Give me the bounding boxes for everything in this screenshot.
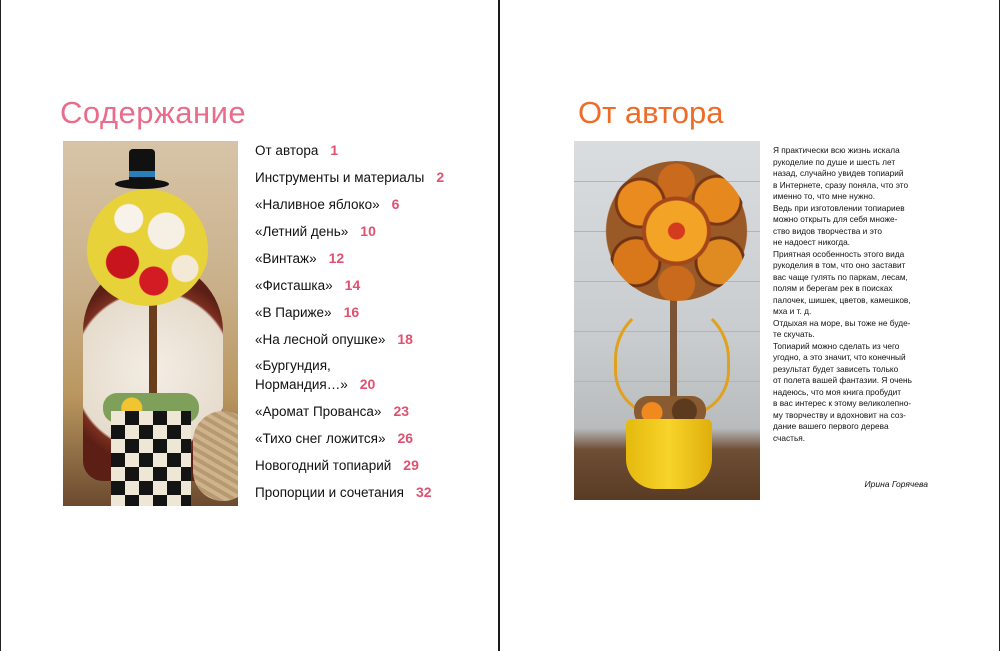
toc-entry[interactable]: «Бургундия, (255, 358, 331, 373)
toc-entry[interactable]: Пропорции и сочетания 32 (255, 484, 432, 500)
toc-entry[interactable]: «Летний день» 10 (255, 223, 376, 239)
toc-entry[interactable]: От автора 1 (255, 142, 339, 158)
topiary-photo-hat (63, 141, 238, 506)
toc-page-number: 1 (330, 142, 339, 158)
yellow-pot (626, 419, 712, 489)
author-section-title: От автора (578, 95, 724, 130)
toc-entry[interactable]: «На лесной опушке» 18 (255, 331, 413, 347)
rose-crown (85, 181, 210, 306)
topiary-photo-orange (574, 141, 760, 500)
toc-entry[interactable]: «Тихо снег ложится» 26 (255, 430, 414, 446)
dried-orange-crown (604, 161, 749, 301)
book-spine (498, 0, 500, 651)
toc-page-number: 16 (343, 304, 360, 320)
harlequin-pot (111, 411, 191, 506)
toc-page-number: 23 (393, 403, 410, 419)
toc-page-number: 6 (391, 196, 400, 212)
yarn-ball (193, 411, 238, 501)
toc-entry[interactable]: Инструменты и материалы 2 (255, 169, 445, 185)
toc-entry[interactable]: «Фисташка» 14 (255, 277, 361, 293)
toc-entry[interactable]: Нормандия…» 20 (255, 376, 376, 392)
toc-title: Содержание (60, 95, 247, 130)
toc-entry[interactable]: «Наливное яблоко» 6 (255, 196, 400, 212)
toc-entry[interactable]: «Аромат Прованса» 23 (255, 403, 410, 419)
toc-entry[interactable]: «Винтаж» 12 (255, 250, 345, 266)
page-edge-left (0, 0, 1, 651)
toc-page-number: 20 (359, 376, 376, 392)
toc-page-number: 12 (328, 250, 345, 266)
toc-page-number: 10 (360, 223, 376, 239)
top-hat-decoration (115, 149, 165, 195)
toc-page-number: 26 (397, 430, 414, 446)
toc-page-number: 32 (415, 484, 432, 500)
author-signature: Ирина Горячева (864, 479, 928, 489)
toc-page-number: 18 (397, 331, 413, 347)
toc-entry[interactable]: Новогодний топиарий 29 (255, 457, 419, 473)
author-foreword: Я практически всю жизнь искала рукоделие по душе и шесть лет назад, случайно увидев топиарий в Интернете, сразу поняла, что это именно то, что мне нужно. Ведь при изготовлении топиариев можно открыть для себя множе- ство видов творчества и это не надоест никогда. Приятная особенность этого вида рукоделия в том, что оно заставит вас чаще гулять по паркам, лесам, полям и берегам рек в поисках палочек, шишек, цветов, камешков, мха и т. д. Отдыхая на море, вы тоже не буде- те скучать. Топиарий можно сделать из чего угодно, а это значит, что конечный результат будет зависеть только от полета вашей фантазии. Я очень надеюсь, что моя книга пробудит в вас интерес к этому великолепно- му творчеству и вдохновит на соз- дание вашего первого дерева счастья. (773, 145, 912, 443)
toc-page-number: 2 (436, 169, 445, 185)
toc-entry[interactable]: «В Париже» 16 (255, 304, 360, 320)
toc-page-number: 29 (403, 457, 419, 473)
toc-page-number: 14 (344, 277, 361, 293)
